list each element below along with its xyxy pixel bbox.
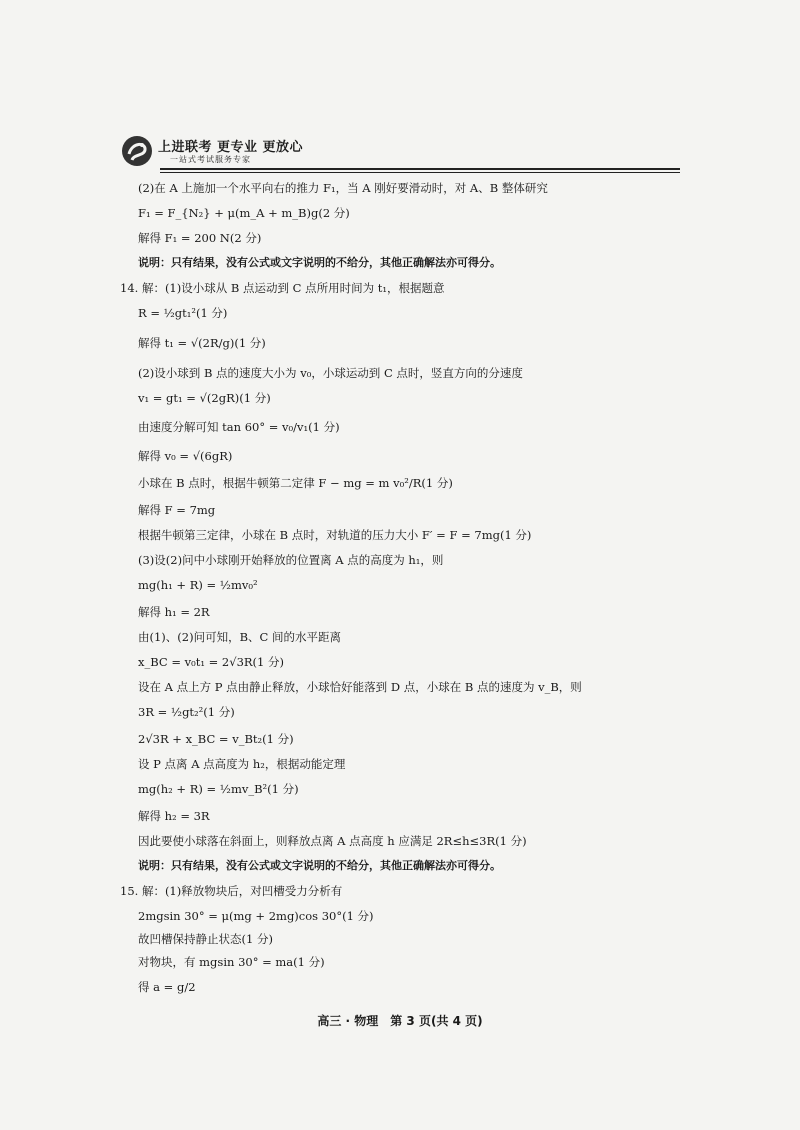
formula-line: 解得 F = 7mg (138, 503, 216, 517)
formula-line: 解得 v₀ = √(6gR) (138, 449, 233, 463)
formula-line: v₁ = gt₁ = √(2gR)(1 分) (138, 391, 271, 405)
formula-line: F₁ = F_{N₂} + μ(m_A + m_B)g(2 分) (138, 206, 350, 220)
text-line: (3)设(2)问中小球刚开始释放的位置离 A 点的高度为 h₁，则 (138, 553, 444, 567)
header-rule-thin (160, 172, 680, 173)
formula-line: 2√3R + x_BC = v_Bt₂(1 分) (138, 732, 294, 746)
formula-line: 小球在 B 点时，根据牛顿第二定律 F − mg = m v₀²/R(1 分) (138, 476, 453, 490)
question-heading: 14. 解：(1)设小球从 B 点运动到 C 点所用时间为 t₁，根据题意 (120, 281, 445, 295)
text-line: 设在 A 点上方 P 点由静止释放，小球恰好能落到 D 点，小球在 B 点的速度为 v_B，则 (138, 680, 582, 694)
formula-line: R = ½gt₁²(1 分) (138, 306, 228, 320)
formula-line: 解得 h₁ = 2R (138, 605, 210, 619)
text-line: 根据牛顿第三定律，小球在 B 点时，对轨道的压力大小 F′ = F = 7mg(1 分) (138, 528, 532, 542)
formula-line: 得 a = g/2 (138, 980, 196, 994)
question-heading: 15. 解：(1)释放物块后，对凹槽受力分析有 (120, 884, 343, 898)
header-rule (160, 168, 680, 170)
text-line: 设 P 点离 A 点高度为 h₂，根据动能定理 (138, 757, 346, 771)
scoring-note: 说明：只有结果，没有公式或文字说明的不给分，其他正确解法亦可得分。 (138, 256, 501, 269)
text-line: 故凹槽保持静止状态(1 分) (138, 932, 273, 946)
formula-line: x_BC = v₀t₁ = 2√3R(1 分) (138, 655, 284, 669)
page-footer: 高三 · 物理 第 3 页(共 4 页) (317, 1014, 483, 1028)
formula-line: 解得 h₂ = 3R (138, 809, 210, 823)
logo-subtitle: 一站式考试服务专家 (170, 155, 251, 164)
formula-line: 2mgsin 30° = μ(mg + 2mg)cos 30°(1 分) (138, 909, 374, 923)
text-line: 解得 F₁ = 200 N(2 分) (138, 231, 262, 245)
formula-line: mg(h₁ + R) = ½mv₀² (138, 578, 258, 592)
scoring-note: 说明：只有结果，没有公式或文字说明的不给分，其他正确解法亦可得分。 (138, 859, 501, 872)
text-line: 因此要使小球落在斜面上，则释放点离 A 点高度 h 应满足 2R≤h≤3R(1 分) (138, 834, 527, 848)
formula-line: 对物块，有 mgsin 30° = ma(1 分) (138, 955, 325, 969)
formula-line: 3R = ½gt₂²(1 分) (138, 705, 235, 719)
logo-swirl-icon (120, 134, 154, 168)
text-line: (2)在 A 上施加一个水平向右的推力 F₁，当 A 刚好要滑动时，对 A、B 整体研究 (138, 181, 548, 195)
text-line: (2)设小球到 B 点的速度大小为 v₀，小球运动到 C 点时，竖直方向的分速度 (138, 366, 523, 380)
formula-line: 解得 t₁ = √(2R/g)(1 分) (138, 336, 266, 350)
formula-line: 由速度分解可知 tan 60° = v₀/v₁(1 分) (138, 420, 340, 434)
page-header (120, 130, 680, 172)
logo-text: 上进联考 更专业 更放心 (158, 140, 304, 155)
formula-line: mg(h₂ + R) = ½mv_B²(1 分) (138, 782, 299, 796)
text-line: 由(1)、(2)问可知，B、C 间的水平距离 (138, 630, 341, 644)
